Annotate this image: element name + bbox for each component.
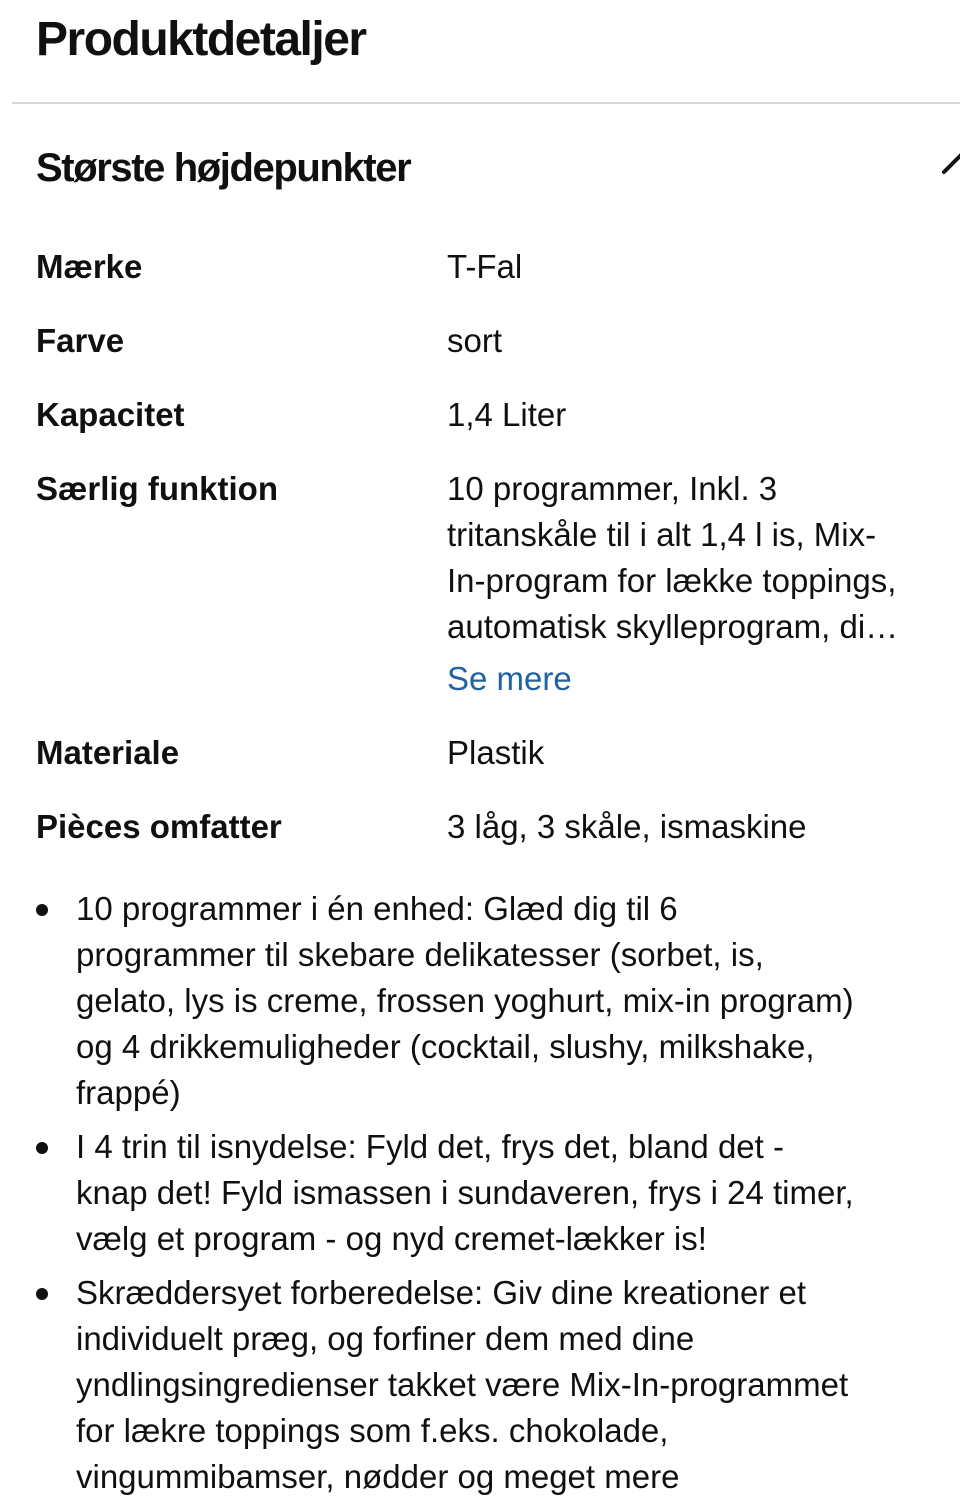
- bullet-line: yndlingsingredienser takket være Mix-In-programmet: [76, 1366, 849, 1403]
- bullet-line: Skræddersyet forberedelse: Giv dine kreationer et: [76, 1274, 807, 1311]
- spec-value-line: T-Fal: [447, 248, 523, 285]
- spec-value: [447, 466, 960, 650]
- list-item: [36, 886, 960, 1116]
- list-item: [36, 1124, 960, 1262]
- spec-label: Materiale: [36, 734, 180, 771]
- spec-value-line: Plastik: [447, 734, 545, 771]
- spec-row-material: [36, 730, 960, 776]
- spec-row-capacity: [36, 392, 960, 438]
- spec-row-brand: [36, 244, 960, 290]
- spec-label: Pièces omfatter: [36, 808, 282, 845]
- bullet-line: og 4 drikkemuligheder (cocktail, slushy, milkshake,: [76, 1028, 815, 1065]
- bullet-line: for lækre toppings som f.eks. chokolade,: [76, 1412, 669, 1449]
- spec-value-line: tritanskåle til i alt 1,4 l is, Mix-: [447, 516, 877, 553]
- bullet-line: programmer til skebare delikatesser (sorbet, is,: [76, 936, 764, 973]
- spec-row-included-parts: [36, 804, 960, 850]
- bullet-line: I 4 trin til isnydelse: Fyld det, frys det, bland det -: [76, 1128, 784, 1165]
- collapse-toggle[interactable]: [940, 140, 960, 180]
- spec-value: [447, 804, 960, 850]
- section-divider: [12, 102, 960, 104]
- spec-row-special-feature: [36, 466, 960, 702]
- spec-value: [447, 730, 960, 776]
- spec-label: Særlig funktion: [36, 470, 278, 507]
- section-title: Største højdepunkter: [36, 146, 411, 190]
- spec-value-line: 3 låg, 3 skåle, ismaskine: [447, 808, 807, 845]
- spec-label: Farve: [36, 322, 125, 359]
- spec-value-line: In-program for lække toppings,: [447, 562, 897, 599]
- specs-table: [36, 244, 960, 850]
- chevron-up-icon: [940, 140, 960, 180]
- see-more-link[interactable]: Se mere: [447, 660, 572, 697]
- bullet-icon: [36, 904, 48, 916]
- spec-value-line: 1,4 Liter: [447, 396, 567, 433]
- spec-label: Mærke: [36, 248, 143, 285]
- bullet-line: knap det! Fyld ismassen i sundaveren, frys i 24 timer,: [76, 1174, 854, 1211]
- bullet-line: 10 programmer i én enhed: Glæd dig til 6: [76, 890, 678, 927]
- page-title: Produktdetaljer: [36, 13, 366, 66]
- bullet-line: frappé): [76, 1074, 181, 1111]
- spec-value: [447, 318, 960, 364]
- bullet-line: gelato, lys is creme, frossen yoghurt, mix-in program): [76, 982, 854, 1019]
- spec-row-color: [36, 318, 960, 364]
- list-item: [36, 1270, 960, 1500]
- bullet-line: vingummibamser, nødder og meget mere: [76, 1458, 680, 1495]
- spec-value: [447, 392, 960, 438]
- spec-value-line: 10 programmer, Inkl. 3: [447, 470, 778, 507]
- spec-label: Kapacitet: [36, 396, 185, 433]
- feature-bullets: [36, 886, 960, 1500]
- spec-value-line: sort: [447, 322, 503, 359]
- spec-value-line: automatisk skylleprogram, di…: [447, 608, 899, 645]
- bullet-line: individuelt præg, og forfiner dem med dine: [76, 1320, 695, 1357]
- spec-value: [447, 244, 960, 290]
- bullet-icon: [36, 1142, 48, 1154]
- bullet-line: vælg et program - og nyd cremet-lækker is!: [76, 1220, 707, 1257]
- bullet-icon: [36, 1288, 48, 1300]
